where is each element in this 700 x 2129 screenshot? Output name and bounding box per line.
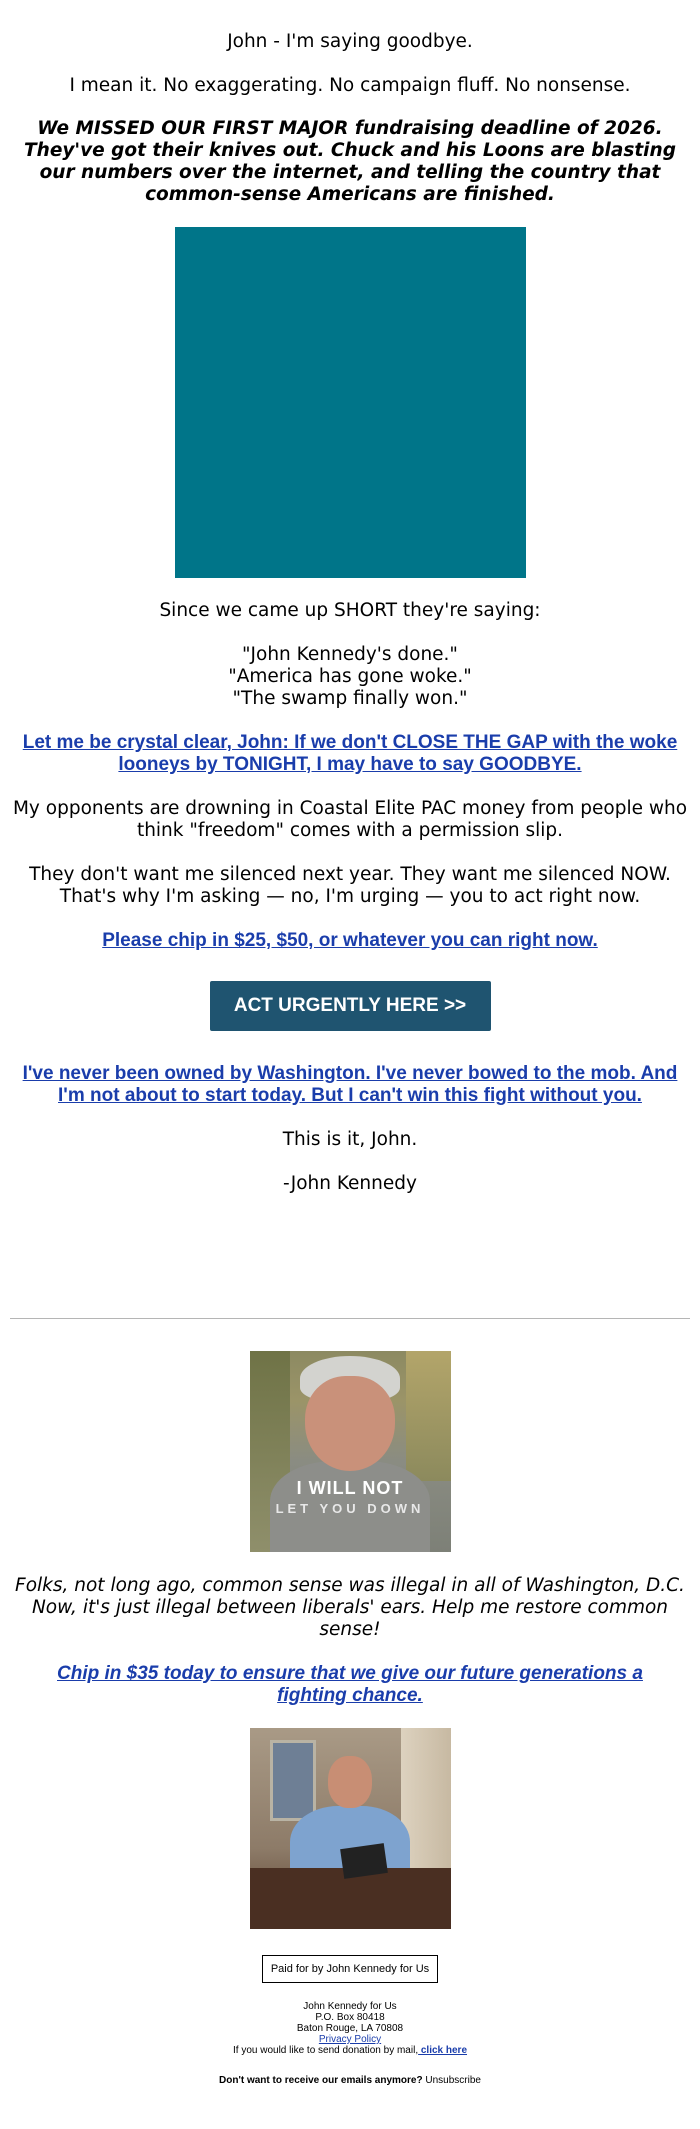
mail-donation-text: If you would like to send donation by mail, [232, 2045, 419, 2056]
unsubscribe-link[interactable]: Unsubscribe [422, 2075, 481, 2086]
cta-container [0, 981, 700, 1031]
greeting: John - I'm saying goodbye. [227, 31, 473, 52]
folks-paragraph: Folks, not long ago, common sense was illegal in all of Washington, D.C. Now, it's just illegal between liberals' ears. Help me restore common sense! [15, 1575, 685, 1640]
photo-overlay-text: LET YOU DOWN [275, 1501, 425, 1516]
privacy-policy-link[interactable]: Privacy Policy [318, 2034, 382, 2045]
address-block [0, 2001, 700, 2056]
kennedy-photo-will-not-let-you-down[interactable] [250, 1351, 451, 1552]
photo-wall-art [270, 1740, 316, 1821]
photo-background [406, 1351, 451, 1481]
paid-for-box: Paid for by John Kennedy for Us [262, 1955, 438, 1983]
unsubscribe-question: Don't want to receive our emails anymore? [219, 2075, 423, 2086]
org-name: John Kennedy for Us [303, 2001, 397, 2012]
city-line: Baton Rouge, LA 70808 [296, 2023, 404, 2034]
never-owned-link[interactable]: I've never been owned by Washington. I've never bowed to the mob. And I'm not about to start today. But I can't win this fight without you. [22, 1063, 678, 1106]
silence-paragraph: They don't want me silenced next year. They want me silenced NOW. That's why I'm asking — no, I'm urging — you to act right now. [29, 864, 671, 907]
quote-line: "The swamp finally won." [232, 688, 468, 709]
quotes-block [0, 644, 700, 710]
signature: -John Kennedy [283, 1173, 417, 1194]
money-paragraph: My opponents are drowning in Coastal Elite PAC money from people who think "freedom" comes with a permission slip. [12, 798, 688, 841]
kennedy-photo-tablet[interactable] [250, 1728, 451, 1929]
short-line: Since we came up SHORT they're saying: [159, 600, 541, 621]
photo-face [305, 1376, 395, 1471]
divider [10, 1318, 690, 1319]
photo-head [328, 1756, 372, 1808]
hero-image [175, 227, 526, 578]
close-the-gap-link[interactable]: Let me be crystal clear, John: If we don't CLOSE THE GAP with the woke looneys by TONIGHT, I may have to say GOODBYE. [22, 732, 678, 775]
lead-line: I mean it. No exaggerating. No campaign fluff. No nonsense. [69, 75, 631, 96]
chip-in-link[interactable]: Please chip in $25, $50, or whatever you can right now. [102, 930, 598, 951]
unsubscribe-line [0, 2075, 700, 2087]
mail-donation-line [0, 2045, 700, 2056]
po-box: P.O. Box 80418 [315, 2012, 385, 2023]
act-urgently-button[interactable]: ACT URGENTLY HERE >> [210, 981, 491, 1031]
deadline-paragraph: We MISSED OUR FIRST MAJOR fundraising deadline of 2026. They've got their knives out. Chuck and his Loons are blasting our numbers over the internet, and telling the country that common-sense Americans are finished. [24, 118, 676, 205]
chip-in-35-link[interactable]: Chip in $35 today to ensure that we give our future generations a fighting chance. [57, 1663, 643, 1706]
mail-donation-link[interactable]: click here [418, 2045, 468, 2056]
photo-overlay-text: I WILL NOT [296, 1478, 404, 1498]
quote-line: "America has gone woke." [228, 666, 472, 687]
photo-tablet [340, 1843, 388, 1879]
paid-for-container [0, 1955, 700, 1983]
this-is-it-line: This is it, John. [282, 1129, 418, 1150]
quote-line: "John Kennedy's done." [242, 644, 458, 665]
